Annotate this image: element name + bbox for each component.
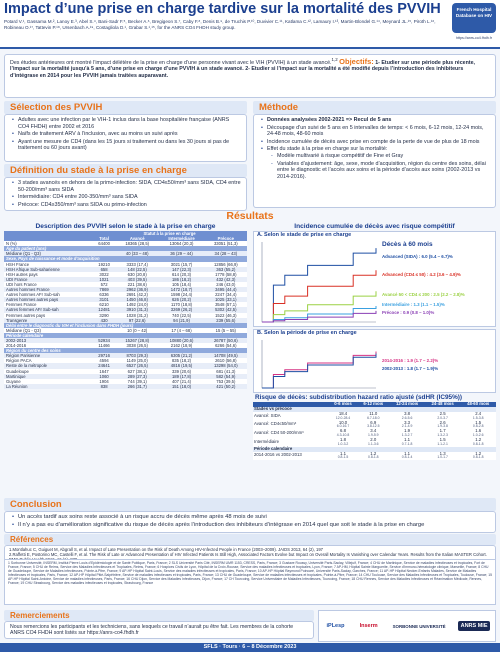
hr-value: 1.1	[404, 450, 411, 456]
table-cell: Région du centre des soins	[4, 348, 247, 353]
table-cell: 614 (20,3)	[171, 271, 192, 277]
definition-heading: Définition du stade à la prise en charge	[4, 164, 247, 177]
table-cell: 10880 (20,6)	[158, 338, 204, 343]
reference-item: 2.Raffetti E, Postorino MC, Castelli F, et al. The Risk of Late or Advanced Presentation of HIV Infected Patients Is Still High, Associated Factors Evolve but Impact on Overall Mortality Is Vanishing over Calendar Years. Results from the Italian MASTER Cohort.	[9, 552, 487, 557]
methode-item	[261, 146, 490, 180]
table-cell: 26787 (50,6)	[205, 338, 247, 343]
intro-text: Des études antérieures ont montré l’impact délétère de la prise en charge d’une personne vivant avec le VIH (PVVIH) à un stade avancé.	[10, 59, 332, 66]
table-cell: 1028 (31,2)	[126, 312, 148, 318]
row-label: 2014-2016 vs 2002-2013	[254, 452, 302, 458]
table-cell: 6305 (21,2)	[158, 353, 204, 358]
table-cell: 3022	[99, 271, 109, 277]
table-cell: 6527 (26,5)	[116, 363, 158, 368]
conclusion-section	[4, 498, 496, 533]
hr-value: 1.9	[404, 428, 411, 434]
row-label: Intermédiaire	[254, 438, 280, 444]
hr-value: 1.1	[404, 436, 411, 442]
table-cell: 189 (17,8)	[158, 374, 204, 379]
hr-cell	[389, 452, 425, 461]
hr-cell	[425, 438, 461, 447]
methode-item-text: Effet du stade à la prise en charge sur la mortalité:	[267, 146, 388, 153]
table-cell: 432 (42,3)	[205, 277, 247, 282]
column-header: 6-12 mois	[357, 402, 389, 407]
hr-ci: 1.5-3.8	[472, 415, 484, 420]
table-cell: UDI hors France	[6, 281, 37, 287]
hr-ci: 6.7-18.0	[367, 415, 380, 420]
table-cell: Autres hommes France	[4, 287, 92, 292]
table-cell: 3548 (57,1)	[215, 302, 237, 308]
right-column	[253, 101, 496, 208]
methode-heading: Méthode	[253, 101, 496, 114]
table-cell: Région PACA	[6, 358, 32, 364]
table-cell: 3290	[99, 312, 109, 318]
series-label: Intermédiaire : 1.3 (1.1 – 1.5)%	[382, 302, 445, 307]
table-cell: 740 (22,5)	[171, 312, 192, 318]
table-cell: 97 (22,6)	[116, 318, 158, 323]
table-cell: Région Parisienne	[4, 353, 92, 358]
hr-ci: 3.8-12.5	[367, 424, 380, 429]
table-cell: 1450 (46,8)	[116, 297, 158, 302]
results-heading: Résultats	[226, 210, 274, 222]
table-cell: 582 (54,9)	[205, 374, 247, 379]
selection-list	[4, 114, 247, 162]
table-cell: 8703 (29,3)	[116, 353, 158, 358]
table-cell: 2014-2016	[6, 343, 27, 349]
definition-item: • Précoce: CD4≥350/mm³ sans SIDA ou primo-infection	[12, 202, 241, 209]
table-cell: Transgenre	[4, 318, 92, 323]
row-label: Période calendaire	[253, 447, 496, 452]
risk-table	[253, 402, 496, 460]
table-cell: 33051 (51,3)	[213, 241, 238, 247]
hr-value: 1.2	[370, 450, 377, 456]
series-line	[262, 248, 376, 322]
table-cell: 4594	[99, 358, 109, 364]
hr-ci: 1.0-1.7	[437, 455, 448, 460]
chart-a-box	[253, 231, 496, 327]
column-header: Intermédiaire	[158, 236, 204, 241]
selection-heading: Sélection des PVVIH	[4, 101, 247, 114]
table-cell: Délai entre le diagnostic du VIH et l’inclusion dans FHDH (jours)	[4, 323, 247, 328]
table-cell: 658	[92, 267, 116, 272]
table-cell: 5302 (42,5)	[205, 307, 247, 312]
hr-ci: 0.8-1.5	[337, 455, 349, 460]
left-column	[4, 101, 247, 211]
table-cell: 6336	[99, 292, 109, 298]
risk-table-body	[253, 407, 496, 460]
hr-ci: 1.1-2.1	[437, 441, 448, 446]
table-cell: 3101	[92, 297, 116, 302]
hr-cell	[460, 438, 496, 447]
conference-footer: SFLS · Tours · 6 – 8 Décembre 2023	[0, 643, 500, 652]
table-body	[4, 241, 247, 389]
series-label: Avancé 50 < CD4 ≤ 200 : 2.5 (2.2 – 2.8)%	[382, 292, 465, 297]
table-cell: 681 (41,3)	[216, 368, 236, 374]
hr-ci: 12.0-28.4	[335, 415, 351, 420]
methode-item: • Découpage d’un suivi de 5 ans en 5 intervalles de temps: < 6 mois, 6-12 mois, 12-24 mois, 24-48 mois, 48-60 mois	[261, 125, 490, 138]
row-label: Avancé: CD4≤50/mm³	[254, 421, 297, 427]
hr-cell	[460, 452, 496, 461]
table-cell: 4816 (19,5)	[158, 363, 204, 368]
column-header: Total	[92, 236, 116, 241]
table-cell: 627 (38,1)	[127, 368, 147, 374]
table-cell: 6210	[99, 302, 109, 308]
hr-value: 2.4	[475, 410, 482, 416]
hr-value: 1.6	[475, 428, 482, 434]
table-cell: 403 (39,5)	[116, 277, 158, 282]
hr-ci: 2.1-4.9	[401, 424, 413, 429]
hr-ci: 1.3-2.3	[437, 433, 448, 438]
table-cell: UDI France	[4, 277, 92, 282]
table-cell: 34 (28 – 43)	[205, 251, 247, 256]
table-cell: 40 (33 – 48)	[116, 251, 158, 256]
column-header: Avancé	[116, 236, 158, 241]
table-cell: HSH France	[6, 261, 30, 267]
table-cell: 221 (38,6)	[127, 281, 147, 287]
table-cell: 3038 (26,5)	[126, 343, 148, 349]
methode-item-text: Données analysées 2002-2021 => Recul de 5 ans	[267, 117, 392, 123]
table-cell: 11466	[98, 343, 110, 349]
chart-axis	[262, 340, 376, 388]
table-cell: 94 (21,9)	[158, 318, 204, 323]
table-cell: Autres femmes AFr Sub-sah	[4, 307, 92, 312]
iplesp-logo: iPLesp	[326, 623, 345, 629]
hr-ci: 2.0-3.7	[437, 415, 448, 420]
table-cell: 2247 (34,4)	[215, 292, 237, 298]
hr-value: 3.3	[404, 419, 411, 425]
thanks-heading: Remerciements	[4, 610, 314, 621]
table-cell: 7869	[92, 287, 116, 292]
conclusion-heading: Conclusion	[4, 498, 496, 511]
poster-header	[0, 0, 500, 49]
methode-list	[253, 114, 496, 208]
table-cell: 2962 (36,9)	[116, 287, 158, 292]
table-cell: 1522 (46,3)	[215, 312, 237, 318]
table-row	[253, 452, 496, 461]
table-cell: 2610 (56,8)	[215, 358, 237, 364]
hr-value: 2.5	[439, 410, 446, 416]
hr-value: 3.8	[404, 410, 411, 416]
table-cell: 630 (20,8)	[127, 271, 147, 277]
definition-item: • Intermédiaire: CD4 entre 200-350/mm³ sans SIDA	[12, 194, 241, 201]
methode-sublist	[267, 153, 490, 180]
fhdh-logo: French Hospital Database on HIV	[452, 3, 496, 33]
chart-axis	[262, 242, 376, 322]
table-cell: 3910 (31,3)	[116, 307, 158, 312]
methode-subitem: - Variables d’ajustement: âge, sexe, mode d’acquisition, région du centre des soins, délai entre le diagnostic et l’accès aux soins et la période d’accès aux soins (2002-2013 vs 2014-2016).	[271, 161, 490, 181]
hr-ci: 1.9-5.9	[368, 433, 379, 438]
hr-cell	[329, 452, 358, 461]
series-label: 2002-2013 : 1.8 (1.7 – 1.9)%	[382, 366, 439, 371]
hr-cell	[389, 438, 425, 447]
table-cell: 17 (4 – 68)	[171, 327, 192, 333]
table-cell: 6266 (54,6)	[215, 343, 237, 349]
description-table-panel	[4, 222, 247, 389]
anrs-logo: ANRS MIE	[458, 621, 491, 631]
objectives-text: 1- Etudier sur une période plus récente, l’impact sur la mortalité jusqu’à 5 ans, d’une prise en charge d’une PVVIH à un stade avancé. 2- Etudier si l’impact sur la mortalité a été modifié depuis l’introduction des inhibiteurs d’intégrase en 2014 pour les PVVIH jamais traitées auparavant.	[10, 59, 476, 80]
hr-value: 1.5	[475, 419, 482, 425]
table-cell: 421 (50,2)	[205, 384, 247, 389]
hr-ci: 0.8-1.8	[472, 441, 484, 446]
series-line	[262, 306, 376, 322]
table-row	[4, 384, 247, 389]
thanks-section	[4, 610, 314, 639]
hr-ci: 1.0-3.2	[337, 441, 349, 446]
risk-table-title: Risque de décès: subdistribution hazard ratio ajusté (sdHR (IC95%))	[255, 394, 463, 401]
table-cell: 2691 (42,2)	[126, 292, 148, 298]
chart-a-title: A. Selon le stade de prise en charge	[257, 232, 352, 238]
table-cell: 24641	[92, 363, 116, 368]
table-cell: Autres hommes AFr Sub-sah	[6, 292, 60, 298]
selection-item: • Naïfs de traitement ARV à l’inclusion, avec au moins un suivi après	[12, 131, 241, 138]
table-cell: Martinique	[4, 374, 92, 379]
table-cell: 363 (55,2)	[205, 267, 247, 272]
hr-value: 11.0	[369, 410, 378, 416]
hr-cell	[357, 438, 389, 447]
fhdh-url[interactable]: https://anrs-co4.fhdh.fr	[456, 36, 492, 40]
table-cell: 430	[92, 318, 116, 323]
table-cell: 266 (31,7)	[116, 384, 158, 389]
table-cell: 19210	[98, 261, 110, 267]
poster-title: Impact d’une prise en charge tardive sur la mortalité des PVVIH	[4, 1, 441, 17]
methode-item: • Incidence cumulée de décès avec prise en compte de la perte de vue de plus de 18 mois	[261, 139, 490, 146]
methode-subitem: - Modèle multivarié à risque compétitif de Fine et Gray	[271, 153, 490, 160]
hr-value: 1.2	[475, 436, 482, 442]
hr-value: 2.6	[439, 419, 446, 425]
table-cell: 14708 (49,5)	[205, 353, 247, 358]
row-label: Avancé: CD4 50-200/mm³	[254, 430, 304, 436]
table-cell: 1598 (24,4)	[170, 292, 193, 298]
column-header: 0-6 mois	[329, 402, 358, 407]
hr-ci: 6.0-16.7	[336, 424, 350, 429]
hr-ci: 2.6-5.6	[401, 415, 413, 420]
hr-value: 10.0	[338, 419, 348, 425]
table-cell: Femmes France	[6, 302, 37, 308]
table-cell: 13298 (54,0)	[205, 363, 247, 368]
table-cell: 835 (18,2)	[171, 358, 192, 364]
table-cell: 246 (43,0)	[216, 281, 236, 287]
chart-b-svg	[254, 336, 495, 392]
table-cell: 1904	[99, 378, 109, 384]
hr-ci: 0.7-1.8	[401, 441, 413, 446]
objectives-label: Objectifs:	[339, 56, 374, 66]
table-cell: 744 (39,1)	[127, 378, 147, 384]
table-cell: 1492 (24,0)	[126, 302, 148, 308]
table-cell: 151 (18,0)	[158, 384, 204, 389]
sorbonne-logo: SORBONNE UNIVERSITÉ	[392, 623, 446, 629]
hr-ci: 1.9-3.8	[437, 424, 448, 429]
table-cell: N (%)	[6, 241, 17, 247]
hr-ci: 0.8-1.8	[472, 455, 484, 460]
chart-b-title: B. Selon la période de prise en charge	[257, 330, 357, 336]
hr-value: 1.7	[439, 428, 446, 434]
charts-panel	[253, 222, 496, 460]
author-list: Potard V.¹, Gassama M.², Lanoy E.³, Abel S.⁴, Bani-Sadr F.⁵, Becker A.⁶, Bregigeon S.⁷, Caby F.⁸, Denis B.⁹, de Truchis P.¹⁰, Duvivier C.¹¹, Katlama C.¹², Lamaury I.¹³, Martin-Blondel G.¹⁴, Meynard JL.¹⁵, Piroth L.¹⁶, Robineau O.¹⁷, Tattevin P.¹⁸, Ursenbach A.¹⁹, Costagliola D.¹, Grabar S.¹,¹⁵, for the ANRS CO4 FHDH study group.	[4, 19, 436, 30]
hr-cell	[425, 452, 461, 461]
table-cell: 3495 (44,4)	[205, 287, 247, 292]
description-table-title: Description des PVVIH selon le stade à la prise en charge	[35, 223, 216, 230]
row-label: Avancé: SIDA	[254, 412, 281, 418]
table-cell: 18365 (28,5)	[125, 241, 150, 247]
hr-ci: 4.3-10.8	[336, 433, 350, 438]
table-cell: Âge du patient (ans)	[4, 246, 247, 251]
table-cell: 289 (27,3)	[116, 374, 158, 379]
column-header: 24-48 mois	[425, 402, 461, 407]
series-line	[262, 311, 376, 322]
table-cell: 1472 (18,7)	[158, 287, 204, 292]
table-cell: 29716	[92, 353, 116, 358]
table-cell: 52934	[92, 338, 116, 343]
hr-value: 6.8	[340, 428, 346, 434]
table-cell: 15 (5 – 55)	[215, 327, 236, 333]
hr-cell	[357, 452, 389, 461]
table-cell: 12856 (66,9)	[213, 261, 238, 267]
table-cell: Période calendaire	[4, 333, 247, 338]
table-cell: 1025 (33,1)	[205, 297, 247, 302]
table-cell: 3021 (15,7)	[170, 261, 193, 267]
chart-annotation: Décès à 60 mois	[382, 241, 433, 248]
table-cell: Médiane (Q1 - Q3)	[4, 251, 92, 256]
hr-value: 1.5	[439, 436, 446, 442]
series-label: 2014-2016 : 1.9 (1.7 – 2.2)%	[382, 358, 439, 363]
table-cell: 1170 (18,8)	[170, 302, 193, 308]
column-header: 48-60 mois	[460, 402, 496, 407]
table-cell: 64400	[98, 241, 110, 247]
table-cell: 1021	[92, 277, 116, 282]
series-label: Advanced (CD4 ≤ 50) : 4.2 (3.6 – 4.9)%	[382, 272, 461, 277]
chart-a-svg	[254, 238, 495, 326]
table-cell: 12481	[92, 307, 116, 312]
series-line	[262, 353, 376, 388]
series-label: Précoce : 0.9 (0.8 – 1.0)%	[382, 310, 435, 315]
table-cell: Guadeloupe	[6, 368, 29, 374]
hr-ci: 1.1-3.6	[368, 441, 379, 446]
hr-ci: 1.3-2.7	[401, 433, 413, 438]
chart-b-box	[253, 329, 496, 393]
table-cell: 572	[100, 281, 108, 287]
table-cell: 147 (22,3)	[158, 267, 204, 272]
charts-heading: Incidence cumulée de décès avec risque compétitif	[294, 223, 455, 230]
series-label: Advanced (SIDA) : 6.0 (5.4 – 6.7)%	[382, 254, 453, 259]
table-cell: Sexe, Pays de naissance et mode d’acquisition	[4, 256, 247, 261]
table-group-header: Statut à la prise en charge	[92, 231, 247, 236]
thanks-text: Nous remercions les participants et les techniciens, sans lesquels ce travail n’aurait pu être fait. Les membres de la cohorte ANRS CO4 FHDH sont listés sur https://anrs-co4.fhdh.fr	[4, 621, 314, 639]
hr-cell	[329, 438, 358, 447]
partner-logos	[318, 610, 496, 642]
intro-box	[4, 54, 496, 98]
table-cell: 105 (18,4)	[171, 281, 192, 287]
table-cell: 2002-2013	[4, 338, 92, 343]
hr-ci: 1.0-2.6	[472, 433, 484, 438]
table-cell: Médiane (Q1 - Q3)	[6, 327, 41, 333]
inserm-logo: Inserm	[359, 623, 378, 629]
table-cell: 838	[92, 384, 116, 389]
table-cell: 2162 (18,9)	[170, 343, 193, 349]
reference-item: 1.Montlahuc C, Guiguet M, Abgrall S, et al. Impact of Late Presentation on the Risk of Death Among HIV-Infected People in France (2003–2009). JAIDS 2013, 64 (2), 197	[9, 547, 324, 552]
hr-value: 18.4	[338, 410, 348, 416]
table-cell: Guyane	[6, 378, 21, 384]
row-label: Stades vs précoce	[253, 407, 496, 412]
table-cell: 753 (39,5)	[216, 378, 236, 384]
table-cell: HSH Afrique Sub-saharienne	[4, 267, 92, 272]
table-cell: 239 (55,6)	[205, 318, 247, 323]
definition-item: • 3 stades avancés en dehors de la primo-infection: SIDA, CD4≤50/mm³ sans SIDA, CD4 entre 50-200/mm³ sans SIDA	[12, 180, 241, 193]
hr-value: 3.4	[370, 428, 377, 434]
hr-ci: 0.8-2.8	[472, 424, 484, 429]
methode-item	[261, 117, 490, 124]
table-cell: Autres hommes autres pays	[4, 297, 92, 302]
hr-value: 1.8	[340, 436, 346, 442]
table-cell: 148 (22,5)	[116, 267, 158, 272]
table-cell: 3333 (17,4)	[126, 261, 148, 267]
description-table	[4, 231, 247, 389]
table-cell: 339 (20,6)	[171, 368, 192, 374]
hr-value: 1.1	[340, 450, 346, 456]
table-cell: 186 (18,2)	[158, 277, 204, 282]
table-cell: 1149 (25,0)	[126, 358, 148, 364]
conclusion-item: • Il n’y a pas eu d’amélioration significative du risque de décès après l’introduction des inhibiteurs d’intégrase en 2014 quel que soit le stade à la prise en charge	[12, 522, 490, 529]
table-cell: 15267 (28,8)	[116, 338, 158, 343]
hr-value: 1.2	[475, 450, 482, 456]
table-cell: 10 (0 – 42)	[127, 327, 148, 333]
table-cell: 407 (21,4)	[171, 378, 192, 384]
intro-ref: 1,2	[331, 57, 338, 62]
table-cell: 1647	[99, 368, 109, 374]
table-cell: 1778 (58,8)	[215, 271, 237, 277]
table-cell: Femmes autres pays	[6, 312, 46, 318]
table-cell: La Réunion	[4, 384, 92, 389]
selection-item: • Adultes avec une infection par le VIH-1 inclus dans la base hospitalière française (ANRS CO4 FHDH) entre 2002 et 2016	[12, 117, 241, 130]
hr-value: 1.3	[439, 450, 446, 456]
definition-list	[4, 177, 247, 211]
conclusion-item: • Un accès tardif aux soins reste associé à un risque accru de décès même après 48 mois de suivi	[12, 514, 490, 521]
table-cell: 13064 (20,3)	[169, 241, 194, 247]
table-cell: 1060	[92, 374, 116, 379]
table-cell: 3269 (26,2)	[158, 307, 204, 312]
column-header: Précoce	[205, 236, 247, 241]
hr-ci: 0.8-1.8	[368, 455, 379, 460]
hr-value: 2.0	[370, 436, 377, 442]
table-cell: HSH autres pays	[6, 271, 38, 277]
hr-value: 6.9	[370, 419, 377, 425]
selection-item: • Ayant une mesure de CD4 (dans les 15 jours si traitement ou dans les 30 jours si pas de traitement ou 60 jours avant)	[12, 139, 241, 152]
table-cell: 626 (20,2)	[158, 297, 204, 302]
hr-ci: 0.8-1.4	[401, 455, 413, 460]
column-header: 12-24 mois	[389, 402, 425, 407]
table-cell: Reste de la métropole	[4, 363, 92, 368]
table-cell: 36 (29 – 44)	[158, 251, 204, 256]
references-heading: Références	[4, 534, 496, 545]
affiliations: 1 Sorbonne Université, INSERM, Institut Pierre Louis d’Epidémiologie et de Santé Publique, Paris, France; 2 SLS Université Paris Cité, INSERM UMR 1153, CRESS, Paris, France; 3 Gustave Roussy, Université Paris-Saclay, Villejuif, France; 4 CHU de Martinique, Service de maladies infectieuses et tropicales, Fort de France, France; 5 CHU de Reims, Service des Maladies Infectieuses et Tropicales, Reims, France; 6 Hospices Civils de Lyon, Hôpital de la Croix-Rousse, Service des maladies infectieuses et tropicales, Lyon, France; 7 AP-HM, Hôpital Sainte Marguerite, Service d’immuno-hématologie clinique, Marseille, France; 8 CHU de Guadeloupe, Service de Maladies infectieuses, Pointe-à-Pitre, France; 9 AP-HP Hôpital Saint-Louis, Service des maladies infectieuses et tropicales, Paris, France; 10 AP-HP Hôpital Raymond Poincaré, Université Paris-Saclay, Garches, France; 11 AP-HP Hôpital Necker-Enfants Malades, Service de Maladies Infectieuses et tropicales, Paris, France; 12 AP-HP Hôpital Pitié-Salpêtrière, Service de maladies infectieuses et tropicales, Paris, France; 13 CHU de Guadeloupe, Service de maladies infectieuses et tropicales, Pointe-à-Pitre, France; 14 CHU Toulouse, Service des Maladies Infectieuses et Tropicales, Toulouse, France; 15 AP-HP Hôpital Saint-Antoine, Service de maladies infectieuses, Paris, France; 16 CHU Dijon, Service des Maladies Infectieuses, Dijon, France; 17 CH Tourcoing, Service Universitaire de Maladies Infectieuses, Tourcoing, France; 18 CHU Rennes, Service des Maladies Infectieuses et Réanimation Médicale, Rennes, France; 19 CHU Strasbourg, Service des maladies infectieuses et tropicales, Strasbourg, France	[4, 559, 496, 605]
conclusion-list	[4, 511, 496, 533]
